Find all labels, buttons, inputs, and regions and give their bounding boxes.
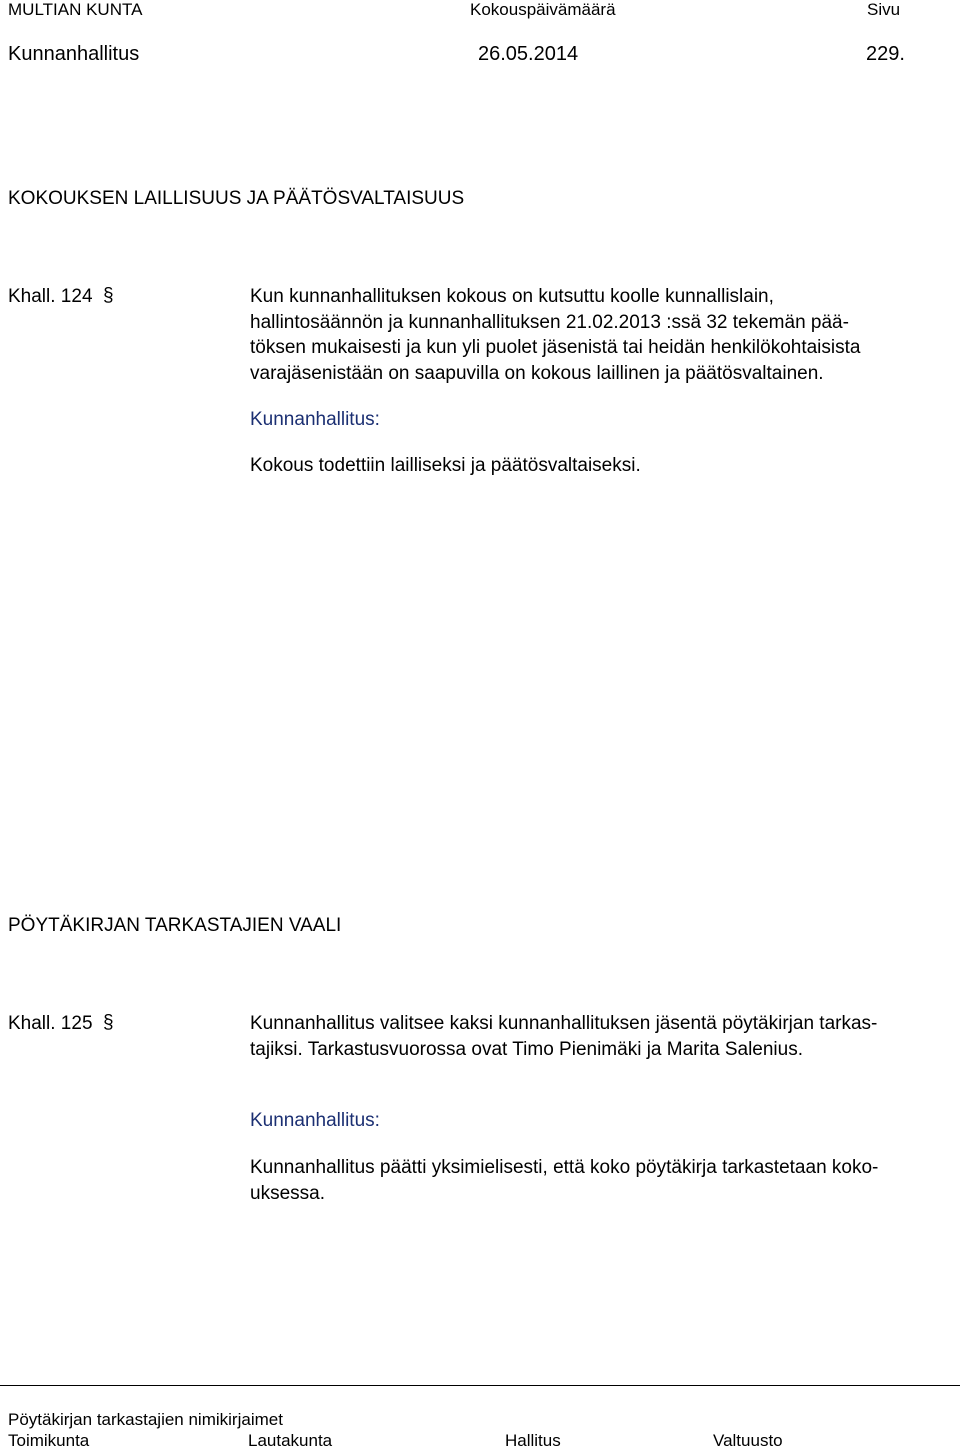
section-title-legality: KOKOUKSEN LAILLISUUS JA PÄÄTÖSVALTAISUUS (8, 188, 465, 209)
body-line: Kunnanhallitus valitsee kaksi kunnanhallituksen jäsentä pöytäkirjan tarkas- (250, 1013, 878, 1034)
body-line: varajäsenistään on saapuvilla on kokous laillinen ja päätösvaltainen. (250, 362, 824, 384)
date-column-label: Kokouspäivämäärä (470, 0, 616, 19)
footer-column-lautakunta: Lautakunta (248, 1431, 333, 1450)
section-sign-icon (102, 1011, 114, 1033)
svg-text:§: § (102, 285, 114, 306)
reference-number: Khall. 124 (8, 286, 93, 307)
section-reference (8, 1011, 114, 1037)
footer-column-hallitus: Hallitus (505, 1431, 561, 1450)
svg-text:§: § (102, 1012, 114, 1033)
page-number: 229. (866, 43, 905, 65)
footer-caption: Pöytäkirjan tarkastajien nimikirjaimet (8, 1410, 283, 1429)
body-line: Kun kunnanhallituksen kokous on kutsuttu koolle kunnallislain, (250, 286, 774, 307)
reference-number: Khall. 125 (8, 1013, 93, 1034)
municipality-name: MULTIAN KUNTA (8, 0, 143, 19)
decision-line: uksessa. (250, 1182, 325, 1204)
body-line: hallintosäännön ja kunnanhallituksen 21.02.2013 :ssä 32 tekemän pää- (250, 311, 849, 333)
decision-text (250, 1155, 878, 1206)
decision-label: Kunnanhallitus: (250, 409, 380, 430)
footer-column-toimikunta: Toimikunta (8, 1431, 90, 1450)
section-reference (8, 284, 114, 310)
body-name: Kunnanhallitus (8, 43, 140, 65)
body-line: töksen mukaisesti ja kun yli puolet jäsenistä tai heidän henkilökohtaisista (250, 337, 861, 358)
meeting-date: 26.05.2014 (478, 43, 579, 65)
footer-column-valtuusto: Valtuusto (713, 1431, 783, 1450)
section-title-auditors: PÖYTÄKIRJAN TARKASTAJIEN VAALI (8, 915, 342, 936)
decision-text: Kokous todettiin lailliseksi ja päätösvaltaiseksi. (250, 455, 641, 476)
body-line: tajiksi. Tarkastusvuorossa ovat Timo Pienimäki ja Marita Salenius. (250, 1038, 803, 1060)
decision-line: Kunnanhallitus päätti yksimielisesti, että koko pöytäkirja tarkastetaan koko- (250, 1157, 879, 1178)
decision-label: Kunnanhallitus: (250, 1110, 380, 1131)
footer-divider (0, 1385, 960, 1386)
section-body (250, 1011, 877, 1062)
section-body (250, 284, 860, 386)
section-sign-icon (102, 284, 114, 306)
page-column-label: Sivu (867, 0, 901, 19)
